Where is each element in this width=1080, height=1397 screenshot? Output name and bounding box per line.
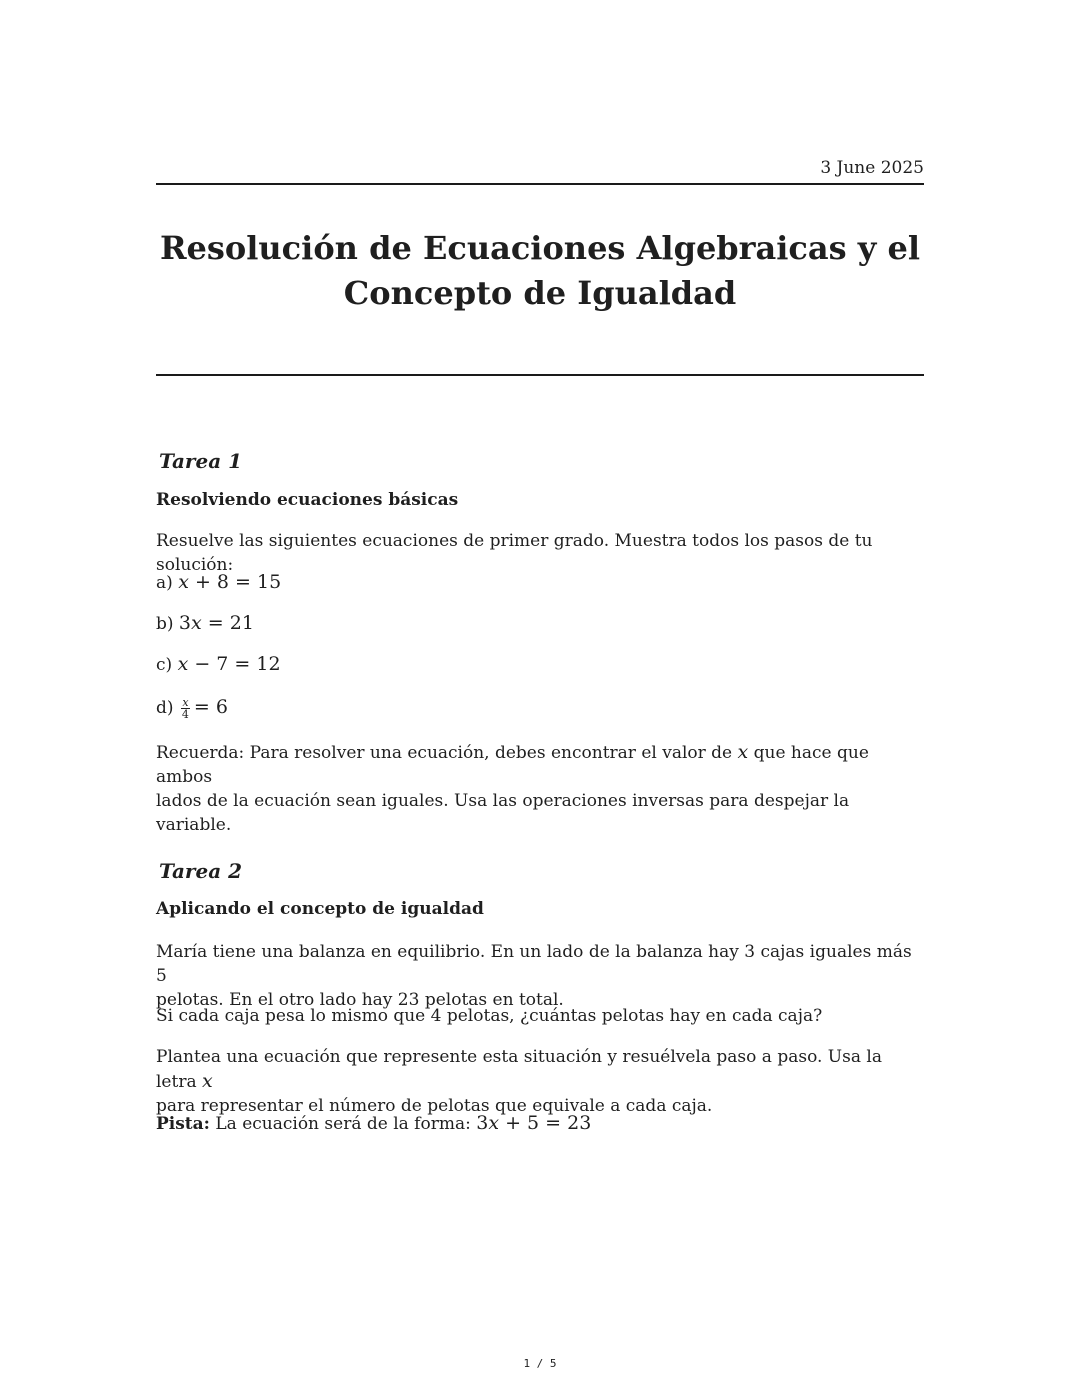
equation-a-math [178,571,281,593]
task-2-paragraph-1 [156,940,924,1012]
page-number: 1 / 5 [523,1357,557,1370]
equation-c-math [178,653,281,675]
hint-coef: 3 [476,1112,489,1134]
task-1-label: Tarea 1 [159,449,243,473]
task-1-intro: Resuelve las siguientes ecuaciones de primer grado. Muestra todos los pasos de tu solución: [156,531,873,575]
equation-b-var: x [191,612,202,634]
equation-d [156,695,228,720]
equation-a-prefix: a) [156,573,173,593]
task-2-hint [156,1111,924,1136]
fraction-numerator: x [182,696,189,709]
hint-label: Pista: [156,1114,210,1134]
equation-a-rest: + 8 = 15 [188,571,282,593]
equation-c-prefix: c) [156,655,173,675]
title-line-2: Concepto de Igualdad [343,274,737,312]
task-1-heading: Resolviendo ecuaciones básicas [156,490,459,510]
task-2-p3-line-2: para representar el número de pelotas que equivale a cada caja. [156,1096,713,1116]
equation-b-rest: = 21 [201,612,254,634]
reminder-var: x [737,741,749,763]
hint-equation [476,1112,591,1134]
equation-c-var: x [177,653,189,675]
task-2-p1-line-2: pelotas. En el otro lado hay 23 pelotas en total. [156,990,564,1010]
equation-c [156,652,281,677]
hint-text: La ecuación será de la forma: [209,1114,477,1134]
title-rule [156,374,924,376]
header-rule [156,183,924,185]
fraction-denominator: 4 [181,708,189,721]
task-2-heading: Aplicando el concepto de igualdad [156,899,484,919]
equation-c-rest: − 7 = 12 [188,653,281,675]
equation-b-math [179,612,254,634]
equation-d-rest: = 6 [193,696,228,718]
task-1-reminder [156,740,924,837]
task-2-p3-line-1: Plantea una ecuación que represente esta situación y resuélvela paso a paso. Usa la letra [156,1047,882,1092]
equation-d-fraction [181,697,190,720]
equation-a [156,570,281,595]
equation-d-prefix: d) [156,698,174,718]
reminder-line-2: lados de la ecuación sean iguales. Usa las operaciones inversas para despejar la variable. [156,791,850,835]
title-line-1: Resolución de Ecuaciones Algebraicas y el [159,229,921,267]
document-title [156,226,924,316]
equation-b-prefix: b) [156,614,174,634]
hint-rest: + 5 = 23 [499,1112,592,1134]
equation-a-var: x [178,571,189,593]
task-2-paragraph-2: Si cada caja pesa lo mismo que 4 pelotas, ¿cuántas pelotas hay en cada caja? [156,1006,823,1026]
task-2-p1-line-1: María tiene una balanza en equilibrio. En un lado de la balanza hay 3 cajas iguales más 5 [156,942,912,986]
equation-b [156,611,254,636]
equation-b-coef: 3 [178,612,192,634]
reminder-text-end: que hace que ambos [156,743,869,787]
document-date: 3 June 2025 [820,158,924,178]
reminder-text-start: Recuerda: Para resolver una ecuación, debes encontrar el valor de [156,743,738,763]
task-2-paragraph-3 [156,1045,924,1118]
task-2-label: Tarea 2 [159,859,243,883]
hint-var: x [488,1112,500,1134]
task-2-p3-var: x [202,1070,213,1092]
